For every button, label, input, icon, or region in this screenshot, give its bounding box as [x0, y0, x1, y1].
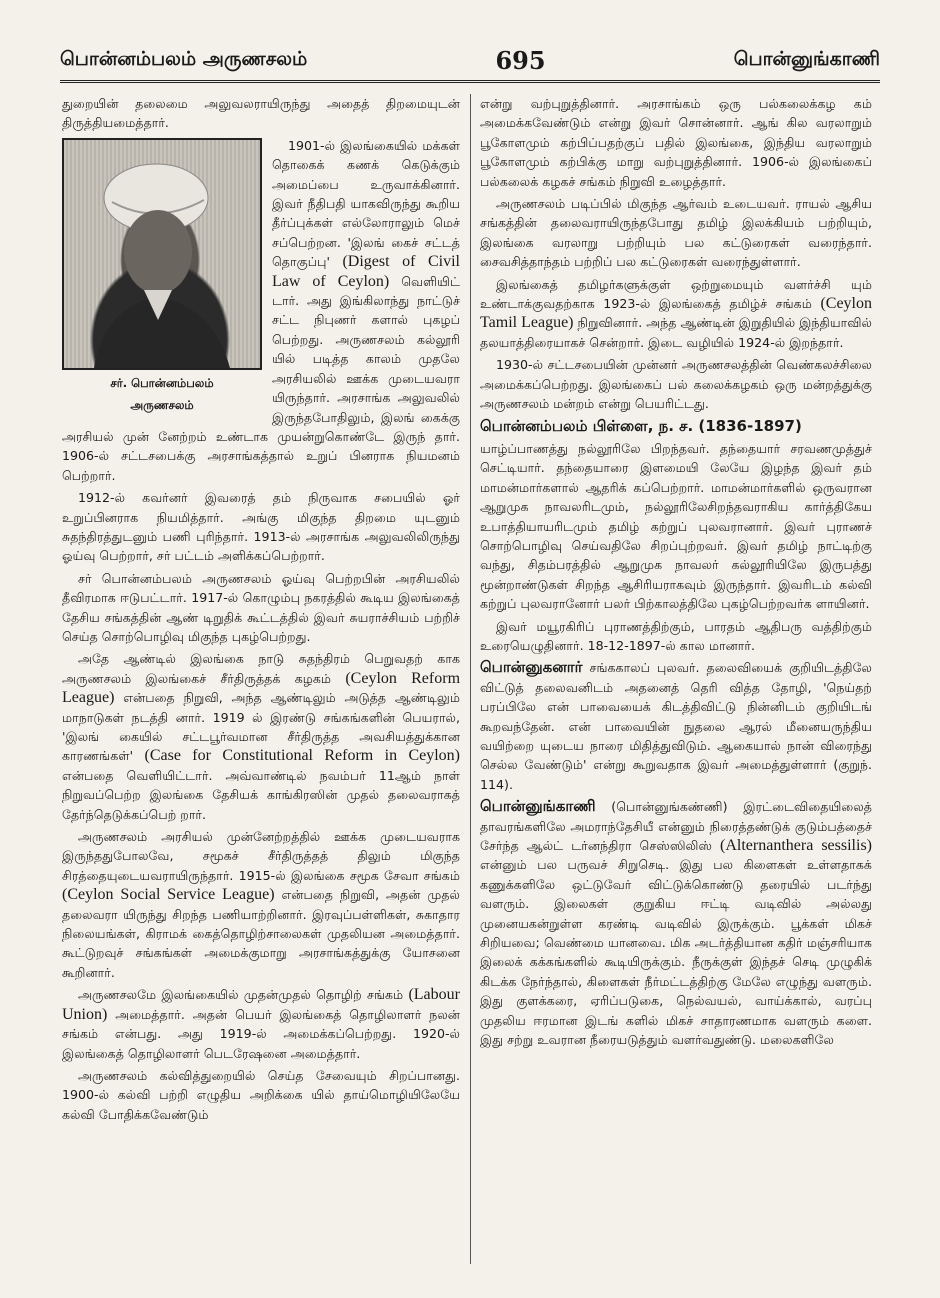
paragraph	[480, 275, 872, 353]
running-header	[60, 40, 880, 83]
paragraph-text: என்னும் பல பருவச் சிறுசெடி. இது பல கிளைகள் உள்ளதாகக் கணுக்களிலே ஒட்டுவேர் விட்டுக்கொண்டு தரையில் படர்ந்து வளரும். இலைகள் குறுகிய ஈட்டி வடிவில் அல்லது முனையகன்றுள்ள கரண்டி வடிவில் இருக்கும். பூக்கள் மிகச் சிறியவை; வெண்மை யானவை. மிக அடர்த்தியான கதிர் மஞ்சரியாக இலைக் கக்கங்களில் கூடியிருக்கும். நீருக்குள் இந்தச் செடி முழுகிக் கிடக்க நேர்ந்தால், கிளைகள் நீர்மட்டத்திற்கு மேலே எழுந்து வளரும். இது குளக்கரை, ஏரிப்படுகை, நெல்வயல், வாய்க்கால், வரப்பு முதலிய ஈரமான இடங் களில் மிகச் சாதாரணமாக வளரும் களை. இது சற்று உவரான நீரையடுத்தும் வளர்வதுண்டு. மலைகளிலே	[480, 857, 872, 1048]
paragraph	[62, 649, 460, 824]
english-term: (Ceylon Reform League)	[62, 669, 460, 707]
paragraph-text: அருணசலமே இலங்கையில் முதன்முதல் தொழிற் சங்கம்	[78, 987, 404, 1003]
english-term: (Alternanthera sessilis)	[720, 837, 872, 855]
paragraph-text: நிறுவினார். அந்த ஆண்டின் இறுதியில் இந்தியாவில் தலயாத்திரையாகச் சென்றார். இடை வழியில் 1924-ல் இறந்தார்.	[480, 315, 872, 350]
english-term: (Ceylon Social Service League)	[62, 886, 275, 904]
paragraph	[62, 985, 460, 1063]
paragraph-text: சங்ககாலப் புலவர். தலைவியைக் குறியிடத்திலே விட்டுத் தலைவனிடம் அதனைத் தெரி வித்த தோழி, 'நெய்தற் பரப்பிலே என் பாவையைக் கிடத்திவிட்டு நின்னிடம் குறியிடங் கூறவந்தேன். என் பாவையின் நுதலை ஆரல் மீனையருந்திய வயிற்றை யுடைய நாரை மிதித்துவிடும். ஆகையால் நான் விரைந்து செல்ல வேண்டும்' என்று கூறுவதாக இவர் அமைத்துள்ளார் (குறுந். 114).	[480, 660, 872, 792]
entry-heading: பொன்னுங்காணி	[480, 797, 596, 816]
paragraph: அருணசலம் கல்வித்துறையில் செய்த சேவையும் சிறப்பானது. 1900-ல் கல்வி பற்றி எழுதிய அறிக்கை யில் தாய்மொழியிலேயே கல்வி போதிக்கவேண்டும்	[62, 1067, 460, 1122]
paragraph	[480, 797, 872, 1049]
portrait-illustration	[64, 140, 260, 368]
right-column	[480, 94, 872, 1274]
paragraph: 1930-ல் சட்டசபையின் முன்னர் அருணசலத்தின் வெண்கலச்சிலை அமைக்கப்பெற்றது. இலங்கைப் பல் கலைக்கழகம் ஒரு மன்றத்துக்கு அருணசலம் மன்றம் என்று பெயரிட்டது.	[480, 357, 872, 412]
photo-caption-line-2: அருணசலம்	[130, 397, 194, 412]
paragraph-text: அமைத்தார். அதன் பெயர் இலங்கைத் தொழிலாளர் நலன் சங்கம் என்பது. அது 1919-ல் அமைக்கப்பெற்றது. 1920-ல் இலங்கைத் தொழிலாளர் பெடரேஷனை அமைத்தார்.	[62, 1006, 460, 1061]
english-term: (Ceylon Tamil League)	[480, 295, 872, 332]
portrait-figure	[62, 138, 262, 414]
paragraph	[480, 658, 872, 794]
paragraph: 1912-ல் கவர்னர் இவரைத் தம் நிருவாக சபையில் ஓர் உறுப்பினராக நியமித்தார். அங்கு மிகுந்த திறமை யுடனும் சுதந்திரத்துடனும் பணி புரிந்தார். 1913-ல் அரசாங்க அலுவலிலிருந்து ஓய்வு பெற்றார், சர் பட்டம் அளிக்கப்பெற்றார்.	[62, 490, 460, 564]
paragraph: அருணசலம் படிப்பில் மிகுந்த ஆர்வம் உடையவர். ராயல் ஆசிய சங்கத்தின் தலைவராயிருந்தபோது தமிழ் இலக்கியம் பற்றியும், இலங்கை வரலாறு பற்றியும் பல கட்டுரைகள் வரைந்தார். சைவசித்தாந்தம் பற்றிப் பல கட்டுரைகள் வரைந்துள்ளார்.	[480, 196, 872, 270]
paragraph-text: என்பதை நிறுவி, அந்த ஆண்டிலும் அடுத்த ஆண்டிலும் மாநாடுகள் நடத்தி னார். 1919 ல் இரண்டு சங்கங்களின் பெயரால், 'இலங் கையில் சட்டபூர்வமான சீர்திருத்த அவசியத்துக்கான காரணங்கள்'	[62, 690, 460, 764]
paragraph-text: என்பதை வெளியிட்டார். அவ்வாண்டில் நவம்பர் 11ஆம் நாள் நிறுவப்பெற்ற இலங்கை தேசியக் காங்கிரஸின் முதல் தலைவராகத் தேர்ந்தெடுக்கப்பெற் றார்.	[62, 767, 460, 822]
entry-heading: பொன்னுகனார்	[480, 658, 583, 677]
english-term: (Labour Union)	[62, 986, 460, 1023]
paragraph-text: என்பதை நிறுவி, அதன் முதல் தலைவரா யிருந்து சிறந்த பணியாற்றினார். இரவுப்பள்ளிகள், சுகாதார நிலையங்கள், கிராமக் கைத்தொழிற்சாலைகள் முதலியன அமைத்தார். கூட்டுறவுச் சங்கங்கள் அமைக்குமாறு அரசாங்கத்துக்கு யோசனை கூறினார்.	[62, 887, 460, 980]
entry-heading: பொன்னம்பலம் பிள்ளை, ந. ச. (1836-1897)	[480, 416, 802, 435]
paragraph-text: இலங்கைத் தமிழர்களுக்குள் ஒற்றுமையும் வளர்ச்சி யும் உண்டாக்குவதற்காக 1923-ல் இலங்கைத் தமிழ்ச் சங்கம்	[480, 276, 872, 312]
paragraph: சர் பொன்னம்பலம் அருணசலம் ஓய்வு பெற்றபின் அரசியலில் தீவிரமாக ஈடுபட்டார். 1917-ல் கொழும்பு நகரத்தில் கூடிய இலங்கைத் தேசிய சங்கத்தின் ஆண் டிறுதிக் கூட்டத்தில் இவர் சுயராச்சியம் பற்றிச் செய்த சொற்பொழிவு மிகுந்த புகழ்பெற்றது.	[62, 570, 460, 644]
header-left-title: பொன்னம்பலம் அருணசலம்	[60, 47, 308, 70]
english-term: (Case for Constitutional Reform in Ceylon)	[144, 747, 460, 765]
paragraph-text: 1901-ல் இலங்கையில் மக்கள் தொகைக் கணக் கெடுக்கும் அமைப்பை உருவாக்கினார். இவர் நீதிபதி யாகவிருந்து கூறிய தீர்ப்புக்கள் எல்லோராலும் மெச் சப்பெற்றன. 'இலங் கைச் சட்டத் தொகுப்பு'	[272, 137, 460, 270]
paragraph-text: இரட்டைவிதையிலைத் தாவரங்களிலே அமராந்தேசியீ என்னும் நிரைத்தண்டுக் குடும்பத்தைச் சேர்ந்த ஆல்ட் டர்னந்திரா செஸ்ஸிலிஸ்	[480, 799, 872, 854]
paragraph-text: அதே ஆண்டில் இலங்கை நாடு சுதந்திரம் பெறுவதற் காக அருணசலம் இலங்கைச் சீர்திருத்தக் கழகம்	[62, 651, 460, 686]
photo-caption-line-1: சர். பொன்னம்பலம்	[110, 375, 214, 390]
english-term: (Digest of Civil Law of Ceylon)	[272, 253, 460, 290]
paragraph: யாழ்ப்பாணத்து நல்லூரிலே பிறந்தவர். தந்தையார் சரவணமுத்துச் செட்டியார். தந்தையாரை இளமையி லேயே இழந்த இவர் தம் மாமன்மார்களால் ஆதரிக் கப்பெற்றார். மாமன்மார்களில் ஒருவரான ஆறுமுக நாவலரிடமும், நல்லூரிலேசிறந்தவராகிய கார்த்திகேய உபாத்தியாயரிடமும் தமிழ் கற்றுப் புலவரானார். இவர் புராணச் சொற்பொழிவு செய்வதிலே சிறப்புற்றவர். இவர் தமிழ் நாட்டிற்கு வந்து, சிதம்பரத்தில் ஆறுமுக நாவலர் கல்லூரியிலே இருபத்து மூன்றாண்டுகள் சிறந்த ஆசிரியராகவும் இருந்தார். இவரிடம் கல்வி கற்றுப் புலவரானோர் பலர் பிற்காலத்திலே புகழ்பெற்றவர்க ளாயினர்.	[480, 440, 872, 612]
header-right-title: பொன்னுங்காணி	[733, 47, 880, 70]
paragraph: துறையின் தலைமை அலுவலராயிருந்து அதைத் திறமையுடன் திருத்தியமைத்தார்.	[62, 96, 460, 131]
portrait-photo	[62, 138, 262, 370]
column-divider	[470, 94, 471, 1264]
paragraph: என்று வற்புறுத்தினார். அரசாங்கம் ஒரு பல்கலைக்கழ கம் அமைக்கவேண்டும் என்று இவர் சொன்னார். ஆங் கில வரலாறும் பூகோளமும் கற்பிப்பதற்குப் பதில் இலங்கை, இந்திய வரலாறும் பூகோளமும் கற்பிக்கு மாறு வற்புறுத்தினார். 1906-ல் இலங்கைப் பல்கலைக் கழகச் சங்கம் நிறுவி உழைத்தார்.	[480, 96, 872, 189]
paragraph	[62, 827, 460, 982]
paragraph-text: வெளியிட் டார். அது இங்கிலாந்து நாட்டுச் சட்ட நிபுணர் களால் புகழப் பெற்றது. அருணசலம் கல்லூரி யில் படித்த காலம் முதலே அரசியலில் ஊக்க முடையவரா யிருந்தார். அரசாங்க அலுவலில் இருந்தபோதிலும், இலங் கைக்கு அரசியல் முன் னேற்றம் உண்டாக முயன்றுகொண்டே இருந் தார். 1906-ல் சட்டசபைக்கு அரசாங்கத்தால் உறுப் பினராக நியமனம் பெற்றார்.	[62, 273, 460, 483]
left-column	[62, 94, 460, 1274]
entry-heading-alt: (பொன்னுங்கண்ணி)	[611, 799, 728, 815]
paragraph: இவர் மயூரகிரிப் புராணத்திற்கும், பாரதம் ஆதிபரு வத்திற்கும் உரையெழுதினார். 18-12-1897-ல் கால மானார்.	[480, 618, 872, 653]
paragraph-text: அருணசலம் அரசியல் முன்னேற்றத்தில் ஊக்க முடையவராக இருந்ததுபோலவே, சமூகச் சீர்திருத்தத் திலும் மிகுந்த சிரத்தையுடையவராயிருந்தார். 1915-ல் இலங்கை சமூக சேவா சங்கம்	[62, 829, 460, 883]
page-number: 695	[495, 45, 546, 75]
